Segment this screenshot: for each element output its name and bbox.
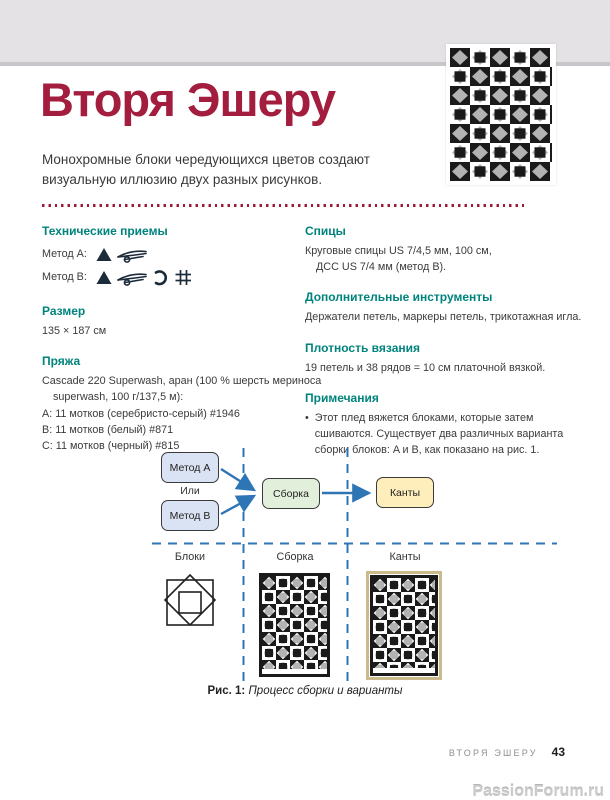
dotted-divider <box>42 204 524 207</box>
grid-icon <box>174 268 193 287</box>
yarn-color-a: A: 11 мотков (серебристо-серый) #1946 <box>42 407 240 420</box>
section-yarn <box>42 352 322 454</box>
label-borders: Канты <box>389 551 421 563</box>
needles-heading: Спицы <box>305 224 346 238</box>
techniques-heading: Технические приемы <box>42 224 168 238</box>
page-subtitle: Монохромные блоки чередующихся цветов создают визуальную иллюзию двух разных рисунков. <box>42 152 370 188</box>
section-size <box>42 302 302 339</box>
notes-text: Этот плед вяжется блоками, которые затем сшиваются. Существует два различных варианта сборки блоков: A и B, как показано на рис. 1. <box>314 411 564 457</box>
figure-caption-number: Рис. 1: <box>207 685 246 697</box>
swatch-pattern <box>450 48 552 181</box>
left-column <box>42 222 322 467</box>
triangle-icon <box>96 269 112 286</box>
knitting-swatch-photo <box>446 44 556 185</box>
flow-box-method-a: Метод A <box>161 452 219 483</box>
method-b-row <box>42 266 302 289</box>
label-blocks: Блоки <box>174 551 206 563</box>
yarn-color-b: B: 11 мотков (белый) #871 <box>42 423 174 436</box>
right-column <box>305 222 582 471</box>
page-title: Вторя Эшеру <box>40 73 335 126</box>
notes-heading: Примечания <box>305 390 379 405</box>
size-value: 135 × 187 см <box>42 325 107 337</box>
flow-box-borders: Канты <box>376 477 434 508</box>
method-a-label: Метод A: <box>42 248 87 261</box>
figure-caption <box>140 685 470 697</box>
size-heading: Размер <box>42 304 86 318</box>
watermark: PassionForum.ru <box>472 783 604 800</box>
section-gauge <box>305 339 575 376</box>
triangle-icon <box>96 246 112 263</box>
figure-1-diagram <box>0 440 610 720</box>
bullet-marker: • <box>305 411 309 424</box>
flow-box-method-b: Метод B <box>161 500 219 531</box>
running-title: ВТОРЯ ЭШЕРУ <box>448 748 538 758</box>
seam-needle-icon <box>116 246 148 264</box>
yarn-line-2: superwash, 100 г/137,5 м): <box>53 391 184 404</box>
method-a-row <box>42 243 302 266</box>
flow-box-assembly: Сборка <box>262 478 320 509</box>
hook-icon <box>152 268 170 287</box>
yarn-heading: Пряжа <box>42 354 81 369</box>
figure-caption-text: Процесс сборки и варианты <box>245 685 403 697</box>
tools-text: Держатели петель, маркеры петель, трикотажная игла. <box>305 311 582 324</box>
section-needles <box>305 222 575 275</box>
borders-pattern-patch <box>366 571 442 680</box>
needles-line-1: Круговые спицы US 7/4,5 мм, 100 см, <box>305 245 492 257</box>
assembly-pattern-patch <box>259 573 330 677</box>
section-tools <box>305 288 582 325</box>
yarn-line-1: Cascade 220 Superwash, аран (100 % шерсть мериноса <box>42 375 322 388</box>
page-number: 43 <box>551 745 565 759</box>
method-b-label: Метод B: <box>42 271 87 284</box>
gauge-text: 19 петель и 38 рядов = 10 см платочной вязкой. <box>305 361 546 374</box>
block-schematic <box>162 572 218 628</box>
label-assembly: Сборка <box>276 551 314 563</box>
yarn-color-c: C: 11 мотков (черный) #815 <box>42 439 180 452</box>
gauge-heading: Плотность вязания <box>305 340 421 355</box>
seam-needle-icon <box>116 269 148 287</box>
section-techniques <box>42 222 302 289</box>
needles-line-2: ДСС US 7/4 мм (метод B). <box>316 261 447 274</box>
page-footer <box>449 745 565 759</box>
or-label: Или <box>180 485 200 497</box>
tools-heading: Дополнительные инструменты <box>305 290 493 305</box>
